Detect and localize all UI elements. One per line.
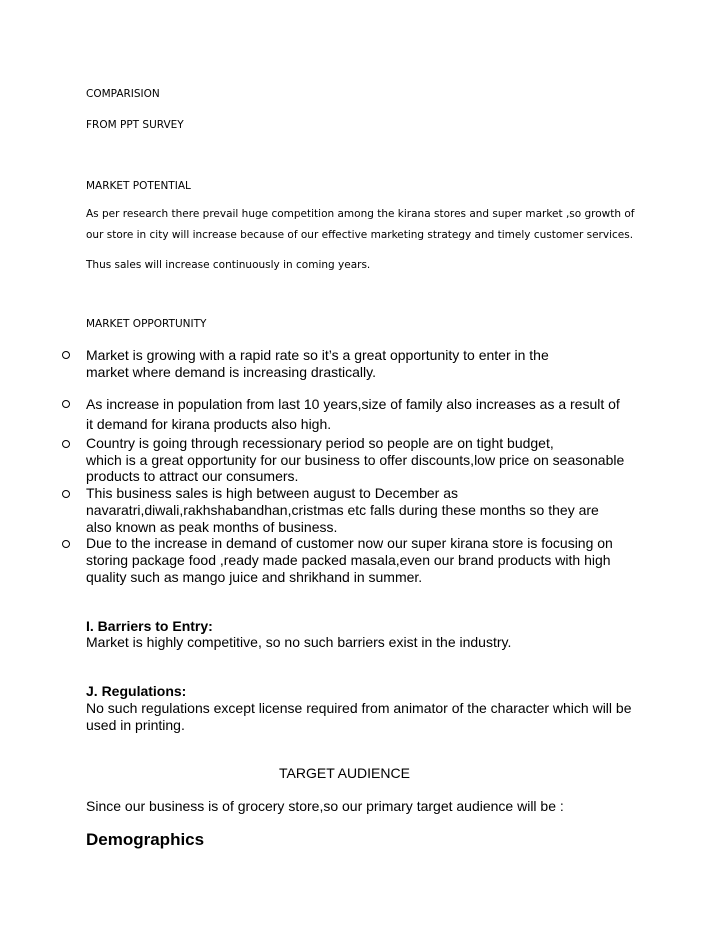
heading-market-potential: MARKET POTENTIAL bbox=[86, 180, 191, 192]
bullet-icon bbox=[62, 540, 70, 548]
opportunity-5-line-2: storing package food ,ready made packed masala,even our brand products with high bbox=[86, 552, 611, 568]
opportunity-1-line-1: Market is growing with a rapid rate so it’s a great opportunity to enter in the bbox=[86, 347, 549, 363]
market-potential-line-3: Thus sales will increase continuously in coming years. bbox=[86, 259, 371, 271]
opportunity-4-line-2: navaratri,diwali,rakhshabandhan,cristmas etc falls during these months so they are bbox=[86, 502, 599, 518]
barriers-text: Market is highly competitive, so no such barriers exist in the industry. bbox=[86, 634, 512, 650]
regulations-line-2: used in printing. bbox=[86, 717, 185, 733]
bullet-icon bbox=[62, 351, 70, 359]
bullet-icon bbox=[62, 490, 70, 498]
opportunity-4-line-1: This business sales is high between august to December as bbox=[86, 485, 458, 501]
barriers-title: I. Barriers to Entry: bbox=[86, 618, 213, 634]
heading-market-opportunity: MARKET OPPORTUNITY bbox=[86, 318, 207, 330]
opportunity-2-line-2: it demand for kirana products also high. bbox=[86, 416, 332, 432]
demographics-heading: Demographics bbox=[86, 830, 205, 849]
target-audience-text: Since our business is of grocery store,so our primary target audience will be : bbox=[86, 798, 564, 814]
opportunity-1-line-2: market where demand is increasing drastically. bbox=[86, 364, 376, 380]
bullet-icon bbox=[62, 440, 70, 448]
market-potential-line-2: our store in city will increase because of our effective marketing strategy and timely customer services. bbox=[86, 229, 634, 241]
regulations-title: J. Regulations: bbox=[86, 683, 187, 699]
opportunity-5-line-3: quality such as mango juice and shrikhand in summer. bbox=[86, 569, 423, 585]
opportunity-3-line-1: Country is going through recessionary period so people are on tight budget, bbox=[86, 435, 554, 451]
opportunity-4-line-3: also known as peak months of business. bbox=[86, 519, 338, 535]
opportunity-3-line-3: products to attract our consumers. bbox=[86, 468, 299, 484]
market-potential-line-1: As per research there prevail huge competition among the kirana stores and super market ,so growth of bbox=[86, 208, 635, 220]
heading-from-survey: FROM PPT SURVEY bbox=[86, 119, 184, 131]
bullet-icon bbox=[62, 400, 70, 408]
opportunity-3-line-2: which is a great opportunity for our business to offer discounts,low price on seasonable bbox=[86, 452, 625, 468]
opportunity-2-line-1: As increase in population from last 10 years,size of family also increases as a result of bbox=[86, 396, 620, 412]
heading-comparision: COMPARISION bbox=[86, 88, 160, 100]
regulations-line-1: No such regulations except license required from animator of the character which will be bbox=[86, 700, 632, 716]
opportunity-5-line-1: Due to the increase in demand of customer now our super kirana store is focusing on bbox=[86, 535, 613, 551]
target-audience-title: TARGET AUDIENCE bbox=[279, 765, 410, 781]
